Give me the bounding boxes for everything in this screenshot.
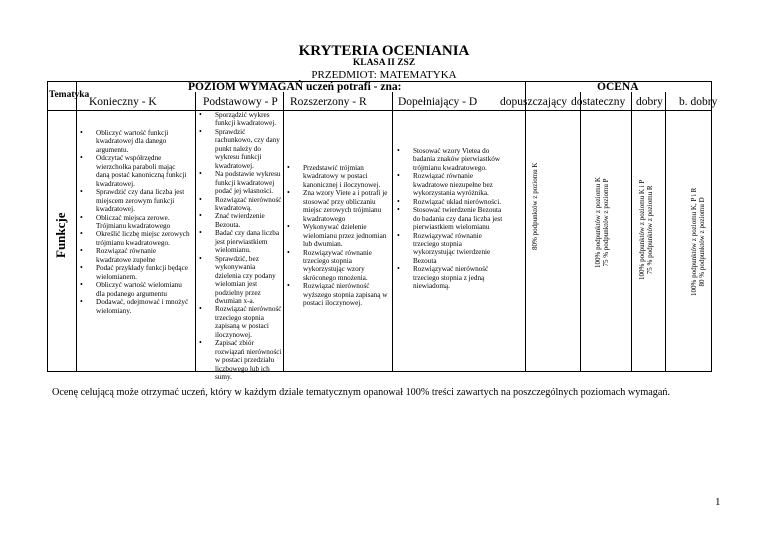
rozszerzony-list [285, 164, 388, 308]
list-item: • Obliczać miejsca zerowe. Trójmianu kwadratowego [78, 214, 190, 231]
criteria-line: 100% podpunktów z poziomu K i P [638, 179, 646, 280]
col-divider-grades [525, 81, 526, 372]
header-grade-dostateczny: dostateczny [571, 96, 626, 108]
col-divider-r [283, 92, 284, 372]
table-border-right [711, 81, 712, 372]
list-item: • Rozwiązać równanie kwadratowe niezupełne bez wykorzystania wyróżnika. [395, 172, 503, 197]
criteria-line: 75 % podpunktów z poziomu P [602, 178, 610, 267]
list-item: • Rozwiązywać równanie trzeciego stopnia wykorzystując twierdzenie Bezouta [395, 232, 503, 266]
criteria-bdobry [690, 188, 706, 296]
col-divider-p [195, 92, 196, 372]
list-item: • Obliczyć wartość funkcji kwadratowej dla danego argumentu. [78, 129, 190, 154]
table-border-left [47, 81, 48, 372]
col-divider-dobry [631, 92, 632, 372]
list-item: • Rozwiązać układ nierówności. [395, 198, 503, 206]
list-item: • Zna wzory Viete a i potrafi je stosować przy obliczaniu miejsc zerowych trójmianu kwadratowego [285, 189, 388, 223]
criteria-line: 100% podpunktów z poziomu K, P i R [690, 187, 698, 296]
criteria-dopuszczajacy [531, 163, 539, 251]
header-ocena: OCENA [597, 81, 639, 93]
criteria-dostateczny [594, 177, 610, 268]
list-item: • Odczytać współrzędne wierzchołka paraboli mając daną postać kanoniczną funkcji kwadratowej. [78, 154, 190, 188]
col-divider-dost [580, 92, 581, 372]
list-item: • Rozwiązać równanie kwadratowe zupełne [78, 247, 190, 264]
list-item: • Sprawdzić czy dana liczba jest miejscem zerowym funkcji kwadratowej. [78, 188, 190, 213]
list-item: • Wykonywać dzielenie wielomianu przez jednomian lub dwumian. [285, 223, 388, 248]
criteria-line: 80% podpunktów z poziomu K [531, 162, 539, 250]
criteria-line: 80 % podpunktów z poziomu D [698, 197, 706, 287]
subject-label: PRZEDMIOT: MATEMATYKA [311, 69, 457, 81]
header-poziom-wymagan: POZIOM WYMAGAŃ uczeń potrafi - zna: [188, 81, 402, 93]
konieczny-list [78, 129, 190, 315]
header-grade-dopuszczajacy: dopuszczający [500, 96, 568, 108]
document-title: KRYTERIA OCENIANIA [298, 43, 470, 59]
col-divider-k [76, 81, 77, 372]
header-grade-bdobry: b. dobry [679, 96, 718, 108]
row-label-text: Funkcje [53, 212, 68, 258]
criteria-line: 100% podpunktów z poziomu K [594, 177, 602, 268]
list-item: • Stosować twierdzenie Bezouta do badania czy dana liczba jest pierwiastkiem wielomianu [395, 206, 503, 231]
header-grade-dobry: dobry [636, 96, 663, 108]
list-item: • Sprawdzić rachunkowo, czy dany punkt należy do wykresu funkcji kwadratowej. [197, 128, 283, 170]
footer-note: Ocenę celującą może otrzymać uczeń, który w każdym dziale tematycznym opanował 100% treści zawartych na poszczególnych poziomach wymagań. [52, 387, 671, 398]
list-item: • Rozwiązać nierówność kwadratową. [197, 196, 283, 213]
class-label: KLASA II ZSZ [352, 58, 416, 68]
table-border-bottom [47, 371, 712, 372]
list-item: • Sporządzić wykres funkcji kwadratowej. [197, 111, 283, 128]
list-item: • Rozwiązywać równanie trzeciego stopnia wykorzystując wzory skróconego mnożenia. [285, 249, 388, 283]
list-item: • Na podstawie wykresu funkcji kwadratowej podać jej własności. [197, 170, 283, 195]
criteria-dobry [638, 180, 654, 280]
row-label-funkcje [54, 213, 68, 259]
table-header-divider [47, 110, 712, 111]
list-item: • Rozwiązać nierówność wyższego stopnia zapisaną w postaci iloczynowej. [285, 282, 388, 307]
list-item: • Zapisać zbiór rozwiązań nierówności w postaci przedziału liczbowego lub ich sumy. [197, 339, 283, 381]
list-item: • Podać przykłady funkcji będące wielomianem. [78, 264, 190, 281]
list-item: • Przedstawić trójmian kwadratowy w postaci kanonicznej i iloczynowej. [285, 164, 388, 189]
header-level-d: Dopełniający - D [398, 96, 478, 108]
col-divider-d [392, 92, 393, 372]
list-item: • Sprawdzić, bez wykonywania dzielenia czy podany wielomian jest podzielny przez dwumian x-a. [197, 255, 283, 306]
header-level-k: Konieczny - K [89, 96, 157, 108]
header-level-r: Rozszerzony - R [290, 96, 367, 108]
criteria-line: 75 % podpunktów z poziomu R [646, 185, 654, 275]
list-item: • Obliczyć wartość wielomianu dla podanego argumentu [78, 281, 190, 298]
list-item: • Rozwiązywać nierówność trzeciego stopnia z jedną niewiadomą. [395, 265, 503, 290]
list-item: • Rozwiązać nierówność trzeciego stopnia zapisaną w postaci iloczynowej. [197, 305, 283, 339]
list-item: • Dodawać, odejmować i mnożyć wielomiany. [78, 298, 190, 315]
list-item: • Badać czy dana liczba jest pierwiastkiem wielomianu. [197, 229, 283, 254]
podstawowy-list [197, 111, 283, 382]
list-item: • Określić liczbę miejsc zerowych trójmianu kwadratowego. [78, 230, 190, 247]
list-item: • Znać twierdzenie Bezouta. [197, 212, 283, 229]
header-level-p: Podstawowy - P [203, 96, 278, 108]
page-number: 1 [715, 496, 721, 508]
list-item: • Stosować wzory Vietea do badania znaków pierwiastków trójmianu kwadratowego. [395, 147, 503, 172]
dopelniajacy-list [395, 147, 503, 291]
col-divider-bdobry [665, 92, 666, 372]
header-tematyka: Tematyka [49, 90, 90, 100]
